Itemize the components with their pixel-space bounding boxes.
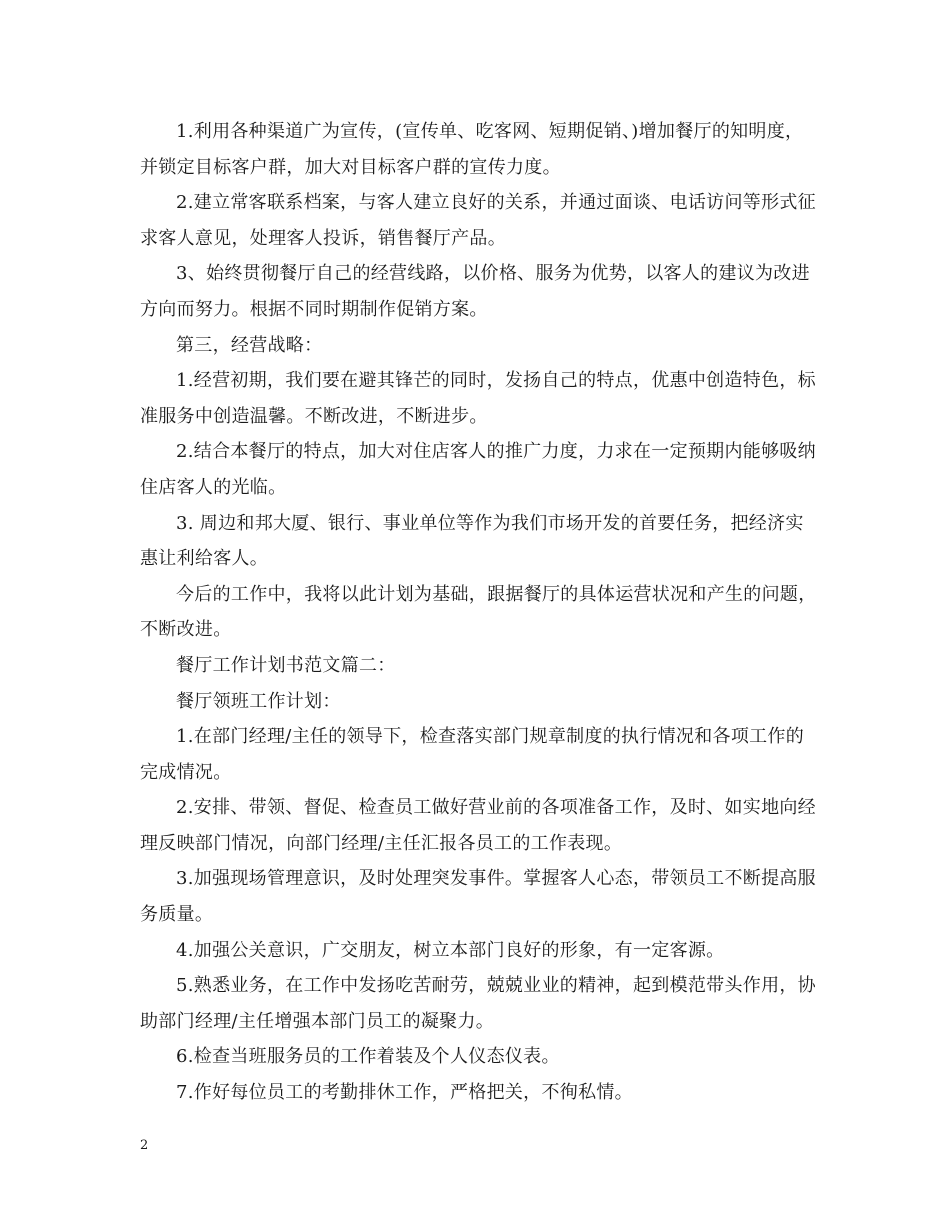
paragraph-sample-two-title: 餐厅工作计划书范文篇二： (176, 654, 396, 676)
paragraph-duty-6: 6.检查当班服务员的工作着装及个人仪态仪表。 (176, 1046, 560, 1068)
paragraph-duty-4: 4.加强公关意识，广交朋友，树立本部门良好的形象，有一定客源。 (176, 939, 725, 961)
paragraph-strategy-2: 2.结合本餐厅的特点，加大对住店客人的推广力度，力求在一定预期内能够吸纳住店客人的光临。 (140, 441, 816, 498)
paragraph-strategy-1: 1.经营初期，我们要在避其锋芒的同时，发扬自己的特点，优惠中创造特色，标准服务中创造温馨。不断改进，不断进步。 (140, 370, 816, 427)
paragraph-duty-3: 3.加强现场管理意识，及时处理突发事件。掌握客人心态，带领员工不断提高服务质量。 (140, 868, 816, 926)
paragraph-duty-2: 2.安排、带领、督促、检查员工做好营业前的各项准备工作，及时、如实地向经理反映部门情况，向部门经理/主任汇报各员工的工作表现。 (140, 797, 816, 854)
paragraph-duty-5: 5.熟悉业务，在工作中发扬吃苦耐劳，兢兢业业的精神，起到模范带头作用，协助部门经理/主任增强本部门员工的凝聚力。 (140, 975, 816, 1032)
paragraph-strategy-heading: 第三，经营战略： (176, 334, 323, 356)
paragraph-supervisor-plan-title: 餐厅领班工作计划： (176, 690, 341, 712)
paragraph-strategy-3: 3. 周边和邦大厦、银行、事业单位等作为我们市场开发的首要任务，把经济实惠让利给客人。 (140, 512, 804, 570)
paragraph-publicity: 1.利用各种渠道广为宣传，(宣传单、吃客网、短期促销、)增加餐厅的知明度，并锁定目标客户群，加大对目标客户群的宣传力度。 (140, 121, 804, 178)
paragraph-conclusion: 今后的工作中，我将以此计划为基础，跟据餐厅的具体运营状况和产生的问题，不断改进。 (140, 583, 817, 641)
document-body (140, 114, 820, 1111)
paragraph-duty-7: 7.作好每位员工的考勤排休工作，严格把关，不徇私情。 (176, 1082, 633, 1104)
paragraph-business-line: 3、始终贯彻餐厅自己的经营线路，以价格、服务为优势，以客人的建议为改进方向而努力。根据不同时期制作促销方案。 (140, 263, 810, 320)
page-number: 2 (140, 1138, 149, 1153)
paragraph-customer-files: 2.建立常客联系档案，与客人建立良好的关系，并通过面谈、电话访问等形式征求客人意见，处理客人投诉，销售餐厅产品。 (140, 192, 816, 249)
paragraph-duty-1: 1.在部门经理/主任的领导下，检查落实部门规章制度的执行情况和各项工作的完成情况。 (140, 726, 805, 783)
